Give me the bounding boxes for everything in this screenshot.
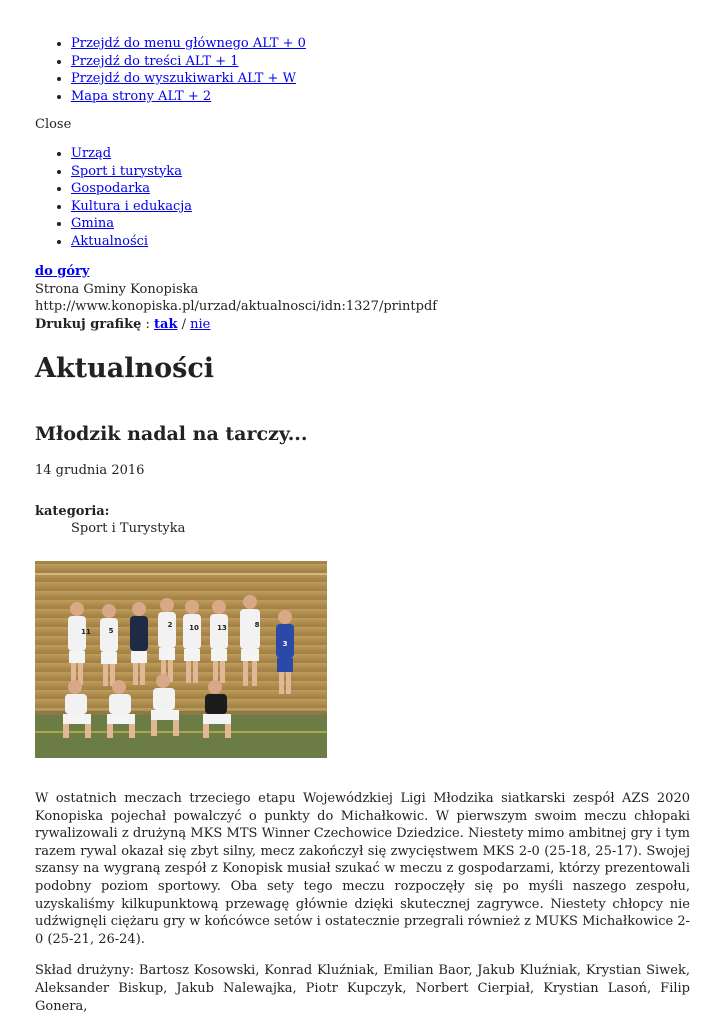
menu-item <box>71 163 192 181</box>
article-title: Młodzik nadal na tarczy... <box>35 423 308 445</box>
print-graphics-label: Drukuj grafikę <box>35 316 142 332</box>
print-slash: / <box>177 316 191 332</box>
jersey-number: 13 <box>217 624 227 632</box>
page-header-block <box>35 263 695 333</box>
menu-item-aktualnosci[interactable]: Aktualności <box>71 233 149 249</box>
article-date: 14 grudnia 2016 <box>35 463 145 478</box>
menu-item-urzad[interactable]: Urząd <box>71 146 112 161</box>
skip-link-item <box>71 88 306 106</box>
skip-links-list <box>35 35 306 105</box>
category-label: kategoria: <box>35 504 110 519</box>
jersey-number: 10 <box>189 624 199 632</box>
menu-item-gmina[interactable]: Gmina <box>71 216 114 232</box>
article-paragraph: W ostatnich meczach trzeciego etapu Wojewódzkiej Ligi Młodzika siatkarski zespół AZS 2020 Konopiska pojechał powalczyć o punkty do Michałkowic. W pierwszym swoim meczu chłopaki rywalizowali z drużyną MKS MTS Winner Czechowice Dziedzice. Niestety mimo ambitnej gry i tym razem rywal okazał się zbyt silny, mecz zakończył się zwycięstwem MKS 2-0 (25-18, 25-17). Swojej szansy na wygraną zespół z Konopisk musiał szukać w meczu z gospodarzami, którzy prezentowali podobny poziom sportowy. Oba sety tego meczu rozpoczęły się po myśli naszego zespołu, uzyskaliśmy kilkupunktową przewagę głównie dzięki skutecznej zagrywce. Niestety chłopcy nie udźwignęli ciężaru gry w końcówce setów i ostatecznie przegrali również z MUKS Michałkowice 2-0 (25-21, 26-24). <box>35 791 690 947</box>
section-title: Aktualności <box>35 353 215 384</box>
sitemap-link[interactable]: Mapa strony ALT + 2 <box>71 88 212 104</box>
skip-to-menu-link[interactable]: Przejdź do menu głównego ALT + 0 <box>71 36 306 51</box>
team-photo <box>35 561 327 758</box>
skip-link-item <box>71 35 306 53</box>
menu-item-gospodarka[interactable]: Gospodarka <box>71 181 150 197</box>
print-separator: : <box>141 316 155 332</box>
skip-link-item <box>71 53 306 71</box>
skip-to-search-link[interactable]: Przejdź do wyszukiwarki ALT + W <box>71 71 296 87</box>
menu-item <box>71 180 192 198</box>
jersey-number: 11 <box>81 628 91 636</box>
main-menu <box>35 145 192 251</box>
skip-to-content-link[interactable]: Przejdź do treści ALT + 1 <box>71 53 239 69</box>
jersey-number: 2 <box>167 621 173 629</box>
close-label[interactable]: Close <box>35 117 72 132</box>
menu-item <box>71 145 192 163</box>
menu-item <box>71 215 192 233</box>
article-body <box>35 790 690 1029</box>
site-name: Strona Gminy Konopiska <box>35 281 199 297</box>
page-url: http://www.konopiska.pl/urzad/aktualnosci/idn:1327/printpdf <box>35 299 438 315</box>
menu-item <box>71 233 192 251</box>
article-paragraph: Skład drużyny: Bartosz Kosowski, Konrad Kluźniak, Emilian Baor, Jakub Kluźniak, Krystian Siwek, Aleksander Biskup, Jakub Nalewajka, Piotr Kupczyk, Norbert Cierpiał, Krystian Lasoń, Filip Gonera, <box>35 963 690 1014</box>
jersey-number: 3 <box>282 640 288 648</box>
print-no-link[interactable]: nie <box>190 316 211 332</box>
menu-item <box>71 198 192 216</box>
print-graphics-row <box>35 316 695 334</box>
category-value: Sport i Turystyka <box>71 521 186 536</box>
jersey-number: 5 <box>108 627 114 635</box>
skip-link-item <box>71 70 306 88</box>
back-to-top-link[interactable]: do góry <box>35 264 90 279</box>
print-yes-link[interactable]: tak <box>154 316 178 332</box>
menu-item-kultura[interactable]: Kultura i edukacja <box>71 198 193 214</box>
menu-item-sport[interactable]: Sport i turystyka <box>71 163 182 179</box>
jersey-number: 8 <box>254 621 260 629</box>
